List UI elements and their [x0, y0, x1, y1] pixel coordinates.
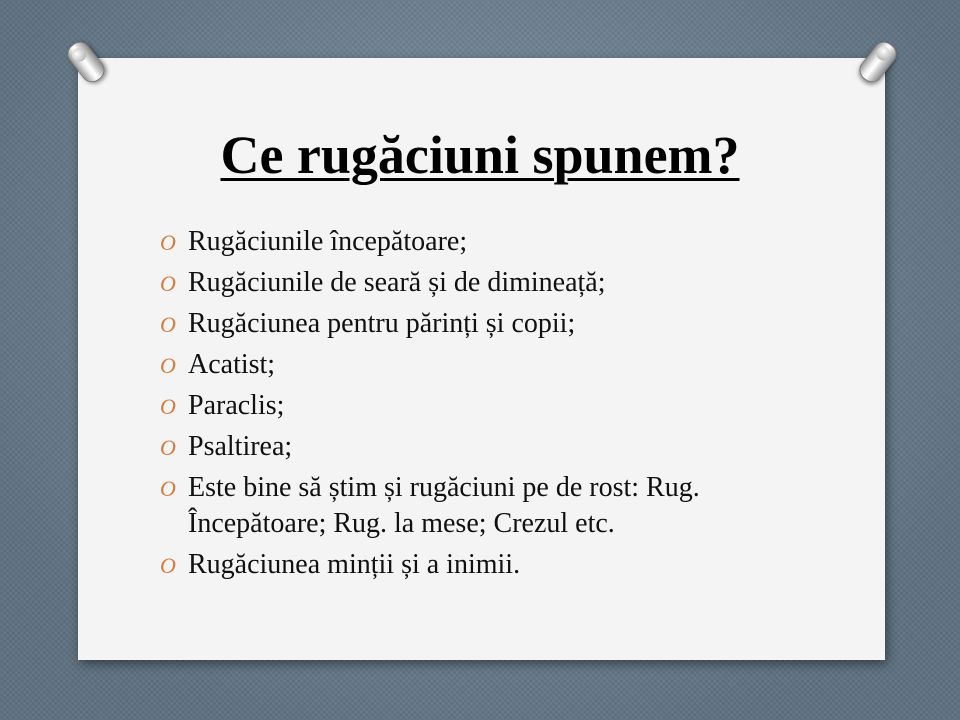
list-item [160, 547, 840, 583]
list-item [160, 388, 840, 424]
list-item [160, 265, 840, 301]
list-item-text: Rugăciunea pentru părinți și copii; [188, 308, 576, 339]
list-item [160, 347, 840, 383]
list-item-text: Rugăciunile de seară și de dimineață; [188, 267, 606, 298]
list-item-text: Este bine să știm și rugăciuni pe de rost: Rug. Începătoare; Rug. la mese; Crezul etc. [188, 472, 700, 539]
bullet-icon: O [160, 230, 176, 255]
bullet-icon: O [160, 394, 176, 419]
list-item-text: Rugăciunea minții și a inimii. [188, 549, 521, 580]
bullet-list [160, 224, 840, 588]
bullet-icon: O [160, 353, 176, 378]
list-item [160, 429, 840, 465]
bullet-icon: O [160, 553, 176, 578]
list-item [160, 470, 840, 542]
bullet-icon: O [160, 312, 176, 337]
bullet-icon: O [160, 271, 176, 296]
list-item [160, 224, 840, 260]
list-item-text: Psaltirea; [188, 431, 293, 462]
list-item [160, 306, 840, 342]
bullet-icon: O [160, 476, 176, 501]
slide-title: Ce rugăciuni spunem? [220, 125, 740, 185]
list-item-text: Rugăciunile începătoare; [188, 226, 468, 257]
list-item-text: Paraclis; [188, 390, 285, 421]
list-item-text: Acatist; [188, 349, 276, 380]
bullet-icon: O [160, 435, 176, 460]
